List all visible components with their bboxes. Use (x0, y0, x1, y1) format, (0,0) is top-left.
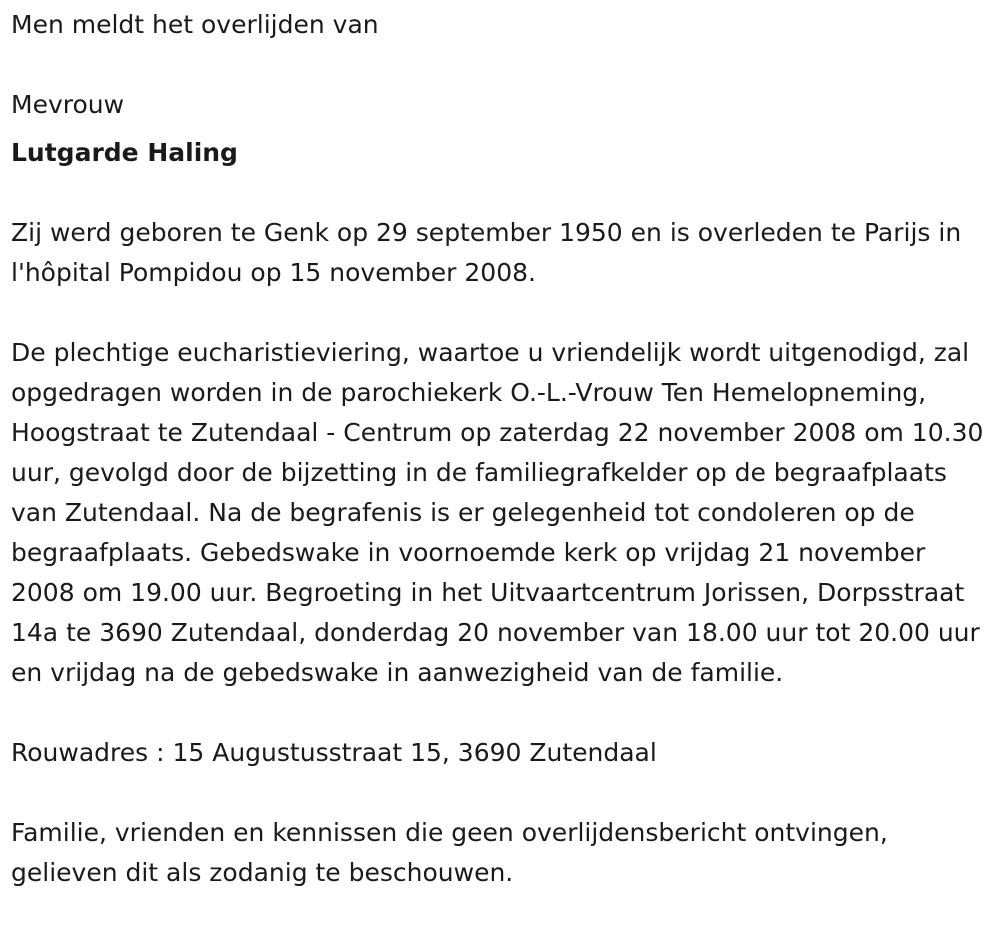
birth-death-paragraph: Zij werd geboren te Genk op 29 september 1950 en is overleden te Parijs in l'hôpital Pompidou op 15 november 2008. (11, 218, 962, 287)
deceased-name: Lutgarde Haling (11, 138, 238, 167)
mourning-address: Rouwadres : 15 Augustusstraat 15, 3690 Zutendaal (11, 738, 657, 767)
closing-paragraph: Familie, vrienden en kennissen die geen overlijdensbericht ontvingen, gelieven dit als zodanig te beschouwen. (11, 818, 888, 887)
honorific: Mevrouw (11, 90, 125, 119)
funeral-paragraph: De plechtige eucharistieviering, waartoe u vriendelijk wordt uitgenodigd, zal opgedragen worden in de parochiekerk O.-L.-Vrouw Ten Hemelopneming, Hoogstraat te Zutendaal - Centrum op zaterdag 22 november 2008 om 10.30 uur, gevolgd door de bijzetting in de familiegrafkelder op de begraafplaats van Zutendaal. Na de begrafenis is er gelegenheid tot condoleren op de begraafplaats. Gebedswake in voornoemde kerk op vrijdag 21 november 2008 om 19.00 uur. Begroeting in het Uitvaartcentrum Jorissen, Dorpsstraat 14a te 3690 Zutendaal, donderdag 20 november van 18.00 uur tot 20.00 uur en vrijdag na de gebedswake in aanwezigheid van de familie. (11, 338, 984, 687)
intro-text: Men meldt het overlijden van (11, 10, 379, 39)
